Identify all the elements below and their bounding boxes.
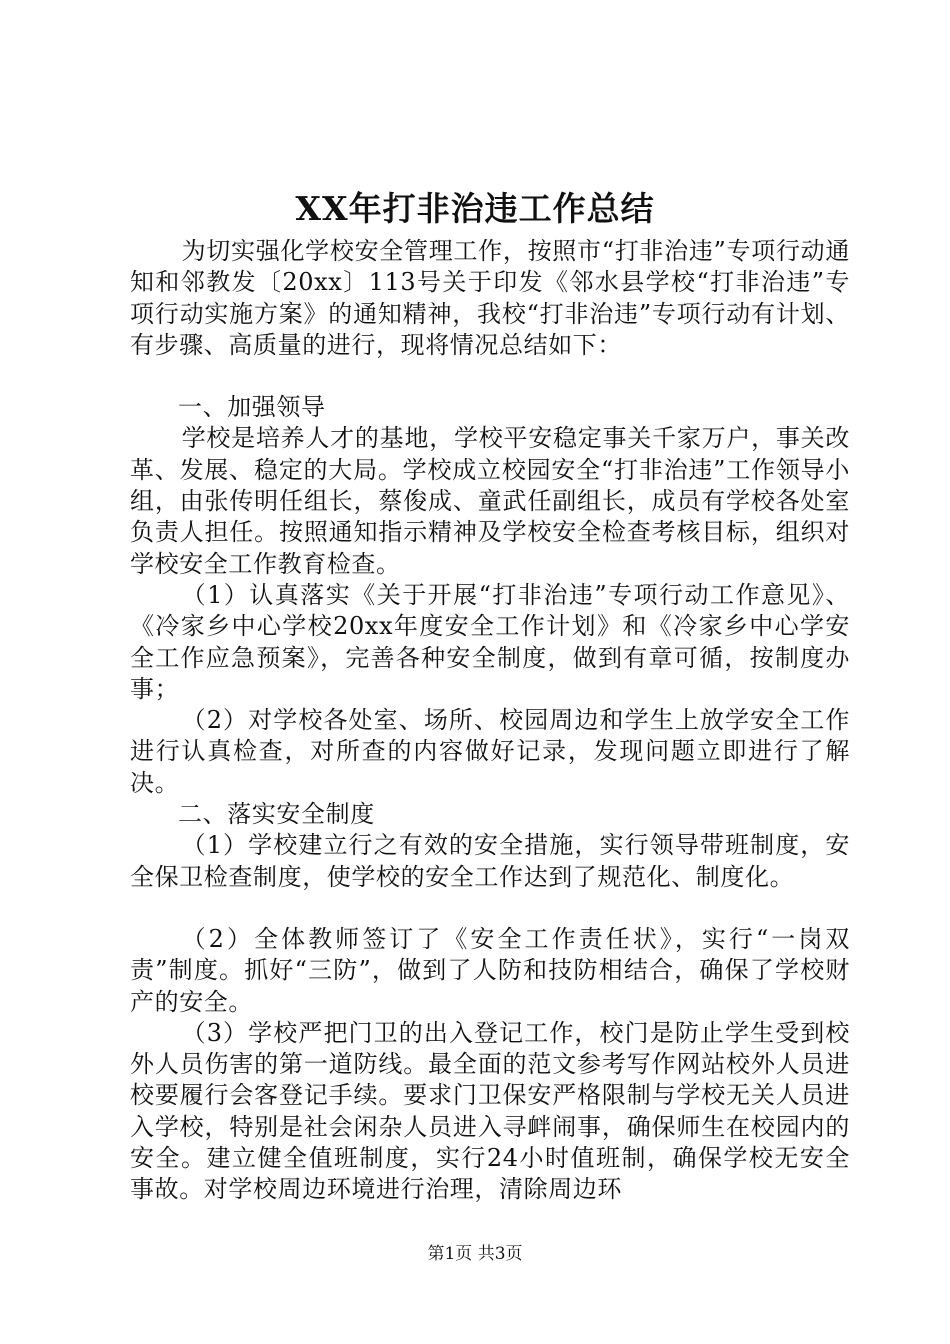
section-heading-leadership: 一、加强领导 — [178, 393, 326, 422]
safety-item-3: （3）学校严把门卫的出入登记工作，校门是防止学生受到校外人员伤害的第一道防线。最全面的范文参考写作网站校外人员进校要履行会客登记手续。要求门卫保安严格限制与学校无关人员进入学校，特别是社会闲杂人员进入寻衅闹事，确保师生在校园内的安全。建立健全值班制度，实行24小时值班制，确保学校无安全事故。对学校周边环境进行治理，清除周边环 — [130, 1018, 850, 1204]
page-footer: 第1页 共3页 — [427, 1244, 523, 1264]
document-title: XX年打非治违工作总结 — [295, 189, 655, 228]
section-heading-safety-system: 二、落实安全制度 — [178, 800, 375, 829]
intro-paragraph: 为切实强化学校安全管理工作，按照市“打非治违”专项行动通知和邻教发〔20xx〕113号关于印发《邻水县学校“打非治违”专项行动实施方案》的通知精神，我校“打非治违”专项行动有计划、有步骤、高质量的进行，现将情况总结如下： — [130, 237, 850, 359]
leadership-item-1: （1）认真落实《关于开展“打非治违”专项行动工作意见》、《冷家乡中心学校20xx年度安全工作计划》和《冷家乡中心学安全工作应急预案》，完善各种安全制度，做到有章可循，按制度办事； — [130, 580, 850, 703]
leadership-item-2: （2）对学校各处室、场所、校园周边和学生上放学安全工作进行认真检查，对所查的内容做好记录，发现问题立即进行了解决。 — [130, 706, 850, 797]
safety-item-1: （1）学校建立行之有效的安全措施，实行领导带班制度，安全保卫检查制度，使学校的安全工作达到了规范化、制度化。 — [130, 831, 850, 891]
leadership-paragraph: 学校是培养人才的基地，学校平安稳定事关千家万户，事关改革、发展、稳定的大局。学校成立校园安全“打非治违”工作领导小组，由张传明任组长，蔡俊成、童武任副组长，成员有学校各处室负责人担任。按照通知指示精神及学校安全检查考核目标，组织对学校安全工作教育检查。 — [130, 424, 850, 578]
document-body — [130, 236, 850, 1206]
safety-item-2: （2）全体教师签订了《安全工作责任状》，实行“一岗双责”制度。抓好“三防”，做到了人防和技防相结合，确保了学校财产的安全。 — [130, 924, 850, 1016]
